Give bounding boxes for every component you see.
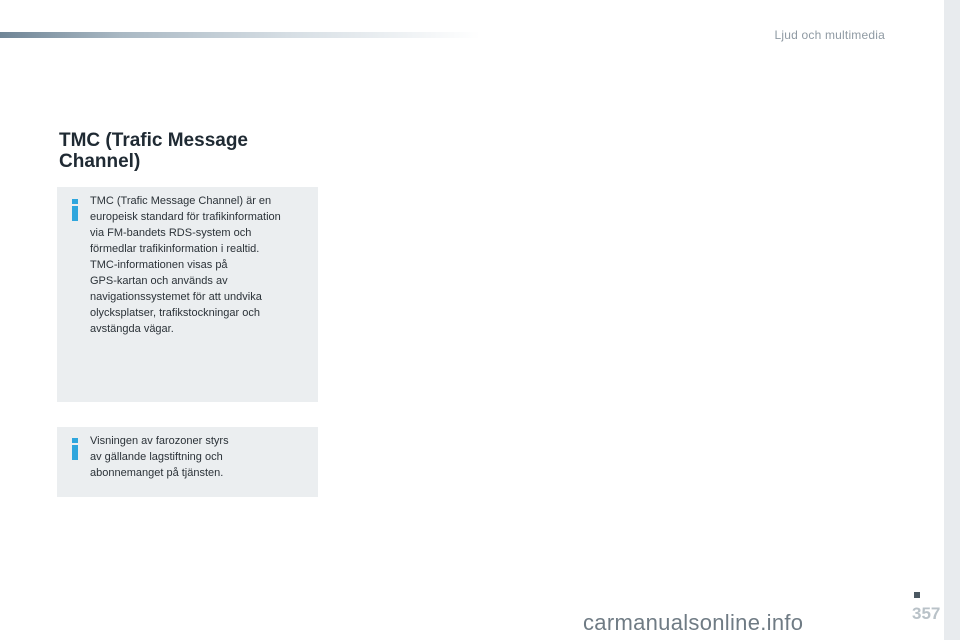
page-heading: TMC (Trafic Message Channel) xyxy=(59,130,248,172)
info-box-text xyxy=(90,193,310,337)
watermark: carmanualsonline.info xyxy=(583,610,804,635)
right-margin-strip xyxy=(944,0,960,640)
text-line: olycksplatser, trafikstockningar och xyxy=(90,307,260,319)
text-line: Visningen av farozoner styrs xyxy=(90,435,229,447)
info-icon xyxy=(71,438,79,460)
text-line: via FM-bandets RDS-system och xyxy=(90,227,252,239)
page-number: 357 xyxy=(912,604,941,623)
text-line: navigationssystemet för att undvika xyxy=(90,291,262,303)
text-line: TMC-informationen visas på xyxy=(90,259,228,271)
text-line: av gällande lagstiftning och xyxy=(90,451,223,463)
top-decorative-bar xyxy=(0,32,480,38)
text-line: avstängda vägar. xyxy=(90,323,174,335)
info-box-tmc xyxy=(57,187,318,402)
text-line: GPS-kartan och används av xyxy=(90,275,228,287)
page-marker xyxy=(914,592,920,598)
text-line: abonnemanget på tjänsten. xyxy=(90,467,224,479)
section-header: Ljud och multimedia xyxy=(774,28,885,42)
text-line: förmedlar trafikinformation i realtid. xyxy=(90,243,260,255)
text-line: europeisk standard för trafikinformation xyxy=(90,211,281,223)
info-box-hazard-zones xyxy=(57,427,318,497)
info-box-text xyxy=(90,433,310,481)
info-icon xyxy=(71,199,79,221)
text-line: TMC (Trafic Message Channel) är en xyxy=(90,195,272,207)
